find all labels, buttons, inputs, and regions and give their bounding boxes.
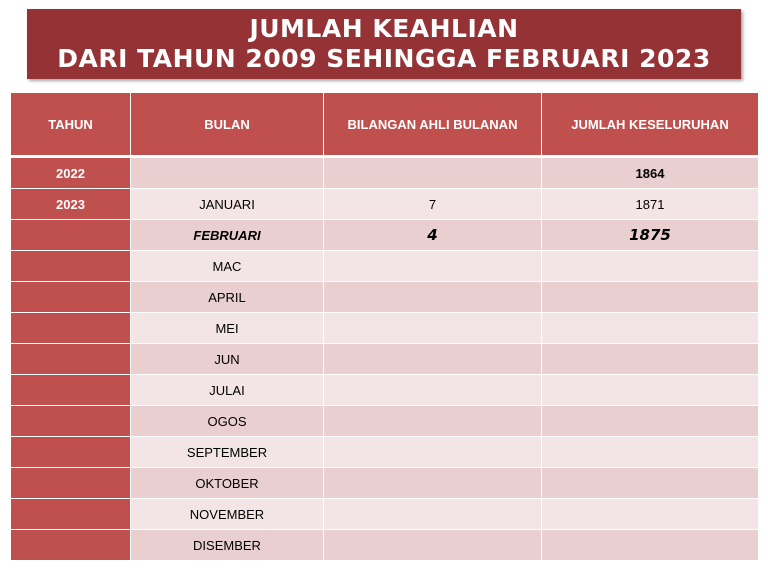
cell-tahun xyxy=(11,313,131,344)
cell-jumlah xyxy=(542,406,759,437)
cell-tahun xyxy=(11,406,131,437)
cell-tahun xyxy=(11,375,131,406)
cell-tahun xyxy=(11,468,131,499)
cell-bilangan xyxy=(324,437,542,468)
cell-jumlah xyxy=(542,468,759,499)
table-row xyxy=(11,406,759,437)
membership-table xyxy=(10,92,759,561)
cell-tahun xyxy=(11,282,131,313)
cell-bulan: OKTOBER xyxy=(131,468,324,499)
cell-jumlah xyxy=(542,499,759,530)
header-bilangan-ahli-bulanan: BILANGAN AHLI BULANAN xyxy=(324,93,542,157)
cell-bilangan xyxy=(324,282,542,313)
cell-bulan: JULAI xyxy=(131,375,324,406)
cell-tahun xyxy=(11,499,131,530)
header-tahun: TAHUN xyxy=(11,93,131,157)
table-row xyxy=(11,530,759,561)
cell-bulan: JANUARI xyxy=(131,189,324,220)
table-row xyxy=(11,157,759,189)
cell-jumlah xyxy=(542,344,759,375)
cell-jumlah xyxy=(542,251,759,282)
table-row xyxy=(11,468,759,499)
cell-tahun xyxy=(11,344,131,375)
cell-bilangan xyxy=(324,530,542,561)
cell-jumlah xyxy=(542,313,759,344)
cell-tahun xyxy=(11,251,131,282)
cell-bulan: FEBRUARI xyxy=(131,220,324,251)
cell-bilangan xyxy=(324,251,542,282)
table-row xyxy=(11,344,759,375)
cell-jumlah: 1864 xyxy=(542,157,759,189)
cell-jumlah: 1871 xyxy=(542,189,759,220)
cell-jumlah xyxy=(542,282,759,313)
title-line-2: DARI TAHUN 2009 SEHINGGA FEBRUARI 2023 xyxy=(57,44,711,73)
table-header-row xyxy=(11,93,759,157)
table-row xyxy=(11,437,759,468)
table-row xyxy=(11,375,759,406)
cell-bilangan xyxy=(324,157,542,189)
table-row xyxy=(11,499,759,530)
cell-bilangan xyxy=(324,344,542,375)
cell-tahun: 2023 xyxy=(11,189,131,220)
cell-bilangan xyxy=(324,375,542,406)
cell-bulan: DISEMBER xyxy=(131,530,324,561)
table-row xyxy=(11,313,759,344)
cell-tahun xyxy=(11,530,131,561)
cell-jumlah xyxy=(542,375,759,406)
table-row xyxy=(11,251,759,282)
cell-bulan: APRIL xyxy=(131,282,324,313)
cell-bulan xyxy=(131,157,324,189)
cell-bilangan: 4 xyxy=(324,220,542,251)
cell-jumlah: 1875 xyxy=(542,220,759,251)
cell-bulan: OGOS xyxy=(131,406,324,437)
table-row xyxy=(11,282,759,313)
cell-bulan: JUN xyxy=(131,344,324,375)
cell-bulan: MEI xyxy=(131,313,324,344)
cell-bilangan xyxy=(324,468,542,499)
cell-bilangan: 7 xyxy=(324,189,542,220)
cell-tahun xyxy=(11,437,131,468)
cell-bulan: MAC xyxy=(131,251,324,282)
title-banner xyxy=(27,9,741,79)
table-row xyxy=(11,189,759,220)
cell-tahun xyxy=(11,220,131,251)
header-bulan: BULAN xyxy=(131,93,324,157)
table-row xyxy=(11,220,759,251)
title-line-1: JUMLAH KEAHLIAN xyxy=(249,14,519,43)
cell-bilangan xyxy=(324,499,542,530)
cell-bulan: NOVEMBER xyxy=(131,499,324,530)
header-jumlah-keseluruhan: JUMLAH KESELURUHAN xyxy=(542,93,759,157)
cell-jumlah xyxy=(542,530,759,561)
cell-bilangan xyxy=(324,313,542,344)
cell-bilangan xyxy=(324,406,542,437)
cell-tahun: 2022 xyxy=(11,157,131,189)
cell-bulan: SEPTEMBER xyxy=(131,437,324,468)
cell-jumlah xyxy=(542,437,759,468)
